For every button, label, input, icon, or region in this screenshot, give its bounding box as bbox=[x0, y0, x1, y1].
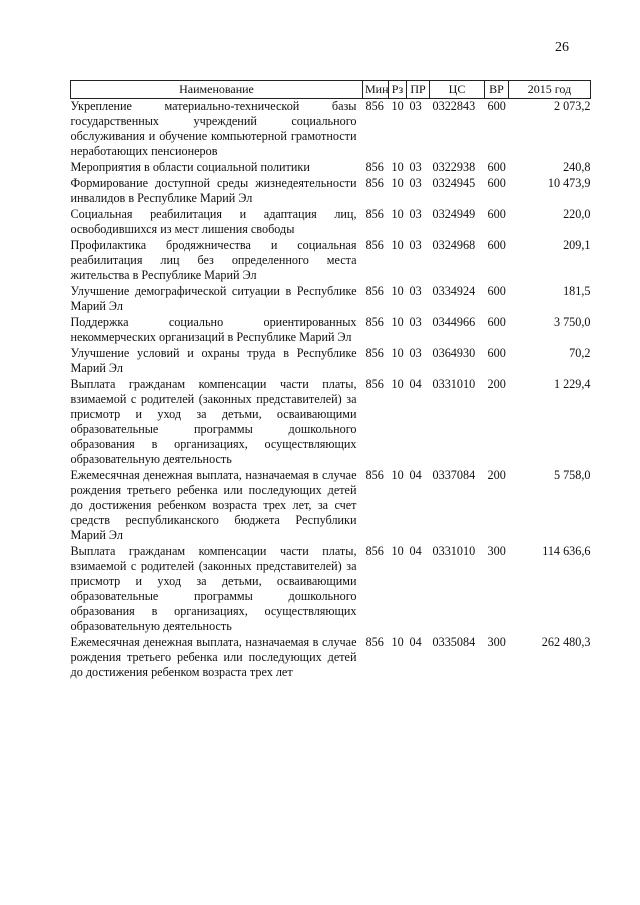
row-vr: 600 bbox=[487, 99, 506, 113]
row-rz: 10 bbox=[391, 468, 404, 482]
row-name: Ежемесячная денежная выплата, назначаемая в случае рождения третьего ребенка или последующих детей до достижения ребенком возраста трех лет bbox=[70, 635, 357, 679]
table-row bbox=[71, 346, 591, 377]
row-vr: 600 bbox=[487, 160, 506, 174]
row-vr: 600 bbox=[487, 176, 506, 190]
row-name: Профилактика бродяжничества и социальная реабилитация лиц без определенного места жительства в Республике Марий Эл bbox=[70, 238, 357, 282]
row-rz: 10 bbox=[391, 176, 404, 190]
row-amount: 240,8 bbox=[563, 160, 591, 174]
row-pr: 04 bbox=[409, 544, 422, 558]
row-min: 856 bbox=[365, 207, 384, 221]
row-cs: 0331010 bbox=[432, 544, 476, 558]
row-name: Улучшение условий и охраны труда в Республике Марий Эл bbox=[70, 346, 357, 375]
row-cs: 0364930 bbox=[432, 346, 476, 360]
row-min: 856 bbox=[365, 346, 384, 360]
row-name: Формирование доступной среды жизнедеятельности инвалидов в Республике Марий Эл bbox=[70, 176, 357, 205]
table-row bbox=[71, 315, 591, 346]
table-row bbox=[71, 544, 591, 635]
row-name: Мероприятия в области социальной политики bbox=[70, 160, 310, 174]
row-min: 856 bbox=[365, 544, 384, 558]
row-name: Ежемесячная денежная выплата, назначаемая в случае рождения третьего ребенка или последующих детей до достижения ребенком возраста трех лет, за счет средств республиканского бюджета Республики Марий Эл bbox=[70, 468, 357, 542]
table-body bbox=[71, 99, 591, 682]
header-year: 2015 год bbox=[509, 81, 591, 99]
row-cs: 0344966 bbox=[432, 315, 476, 329]
row-name: Выплата гражданам компенсации части платы, взимаемой с родителей (законных представителей) за присмотр и уход за детьми, осваивающими образовательные программы дошкольного образования в организациях, осуществляющих образовательную деятельность bbox=[70, 377, 357, 466]
row-vr: 300 bbox=[487, 544, 506, 558]
row-vr: 600 bbox=[487, 315, 506, 329]
table-row bbox=[71, 99, 591, 161]
row-cs: 0324968 bbox=[432, 238, 476, 252]
row-amount: 209,1 bbox=[563, 238, 591, 252]
row-cs: 0337084 bbox=[432, 468, 476, 482]
table-row bbox=[71, 468, 591, 544]
row-min: 856 bbox=[365, 315, 384, 329]
row-vr: 200 bbox=[487, 468, 506, 482]
row-cs: 0334924 bbox=[432, 284, 476, 298]
header-pr: ПР bbox=[407, 81, 430, 99]
row-amount: 1 229,4 bbox=[553, 377, 591, 391]
row-vr: 600 bbox=[487, 346, 506, 360]
row-pr: 03 bbox=[409, 176, 422, 190]
row-pr: 03 bbox=[409, 207, 422, 221]
header-min: Мин bbox=[363, 81, 389, 99]
table-row bbox=[71, 238, 591, 284]
row-rz: 10 bbox=[391, 99, 404, 113]
table-row bbox=[71, 284, 591, 315]
row-amount: 2 073,2 bbox=[553, 99, 591, 113]
row-amount: 5 758,0 bbox=[553, 468, 591, 482]
table-row bbox=[71, 176, 591, 207]
row-cs: 0331010 bbox=[432, 377, 476, 391]
row-amount: 70,2 bbox=[569, 346, 591, 360]
header-vr: ВР bbox=[485, 81, 509, 99]
row-amount: 220,0 bbox=[563, 207, 591, 221]
row-amount: 181,5 bbox=[563, 284, 591, 298]
header-rz: Рз bbox=[389, 81, 407, 99]
budget-table bbox=[70, 80, 591, 681]
row-name: Выплата гражданам компенсации части платы, взимаемой с родителей (законных представителей) за присмотр и уход за детьми, осваивающими образовательные программы дошкольного образования в организациях, осуществляющих образовательную деятельность bbox=[70, 544, 357, 633]
row-amount: 262 480,3 bbox=[541, 635, 591, 649]
table-header-row bbox=[71, 81, 591, 99]
row-rz: 10 bbox=[391, 284, 404, 298]
row-min: 856 bbox=[365, 468, 384, 482]
table-row bbox=[71, 160, 591, 176]
row-vr: 600 bbox=[487, 207, 506, 221]
row-vr: 600 bbox=[487, 284, 506, 298]
row-pr: 03 bbox=[409, 346, 422, 360]
row-name: Поддержка социально ориентированных некоммерческих организаций в Республике Марий Эл bbox=[70, 315, 357, 344]
row-vr: 200 bbox=[487, 377, 506, 391]
row-rz: 10 bbox=[391, 635, 404, 649]
row-pr: 04 bbox=[409, 635, 422, 649]
row-name: Укрепление материально-технической базы государственных учреждений социального обслуживания и обучение компьютерной грамотности неработающих пенсионеров bbox=[70, 99, 357, 158]
row-min: 856 bbox=[365, 238, 384, 252]
row-name: Социальная реабилитация и адаптация лиц, освободившихся из мест лишения свободы bbox=[70, 207, 357, 236]
table-row bbox=[71, 207, 591, 238]
row-min: 856 bbox=[365, 377, 384, 391]
row-pr: 04 bbox=[409, 377, 422, 391]
row-amount: 114 636,6 bbox=[542, 544, 591, 558]
row-rz: 10 bbox=[391, 160, 404, 174]
row-pr: 03 bbox=[409, 99, 422, 113]
row-vr: 600 bbox=[487, 238, 506, 252]
row-rz: 10 bbox=[391, 315, 404, 329]
row-cs: 0324949 bbox=[432, 207, 476, 221]
row-name: Улучшение демографической ситуации в Республике Марий Эл bbox=[70, 284, 357, 313]
row-amount: 10 473,9 bbox=[547, 176, 591, 190]
header-name: Наименование bbox=[71, 81, 363, 99]
row-vr: 300 bbox=[487, 635, 506, 649]
row-rz: 10 bbox=[391, 346, 404, 360]
row-min: 856 bbox=[365, 99, 384, 113]
header-cs: ЦС bbox=[430, 81, 485, 99]
row-min: 856 bbox=[365, 160, 384, 174]
row-pr: 03 bbox=[409, 315, 422, 329]
table-row bbox=[71, 635, 591, 681]
row-pr: 03 bbox=[409, 238, 422, 252]
table-row bbox=[71, 377, 591, 468]
row-cs: 0335084 bbox=[432, 635, 476, 649]
row-amount: 3 750,0 bbox=[553, 315, 591, 329]
page-number: 26 bbox=[555, 40, 569, 55]
row-pr: 04 bbox=[409, 468, 422, 482]
row-cs: 0324945 bbox=[432, 176, 476, 190]
row-rz: 10 bbox=[391, 207, 404, 221]
row-min: 856 bbox=[365, 635, 384, 649]
row-rz: 10 bbox=[391, 377, 404, 391]
row-rz: 10 bbox=[391, 238, 404, 252]
row-pr: 03 bbox=[409, 284, 422, 298]
row-rz: 10 bbox=[391, 544, 404, 558]
row-pr: 03 bbox=[409, 160, 422, 174]
row-cs: 0322843 bbox=[432, 99, 476, 113]
row-min: 856 bbox=[365, 176, 384, 190]
row-cs: 0322938 bbox=[432, 160, 476, 174]
row-min: 856 bbox=[365, 284, 384, 298]
